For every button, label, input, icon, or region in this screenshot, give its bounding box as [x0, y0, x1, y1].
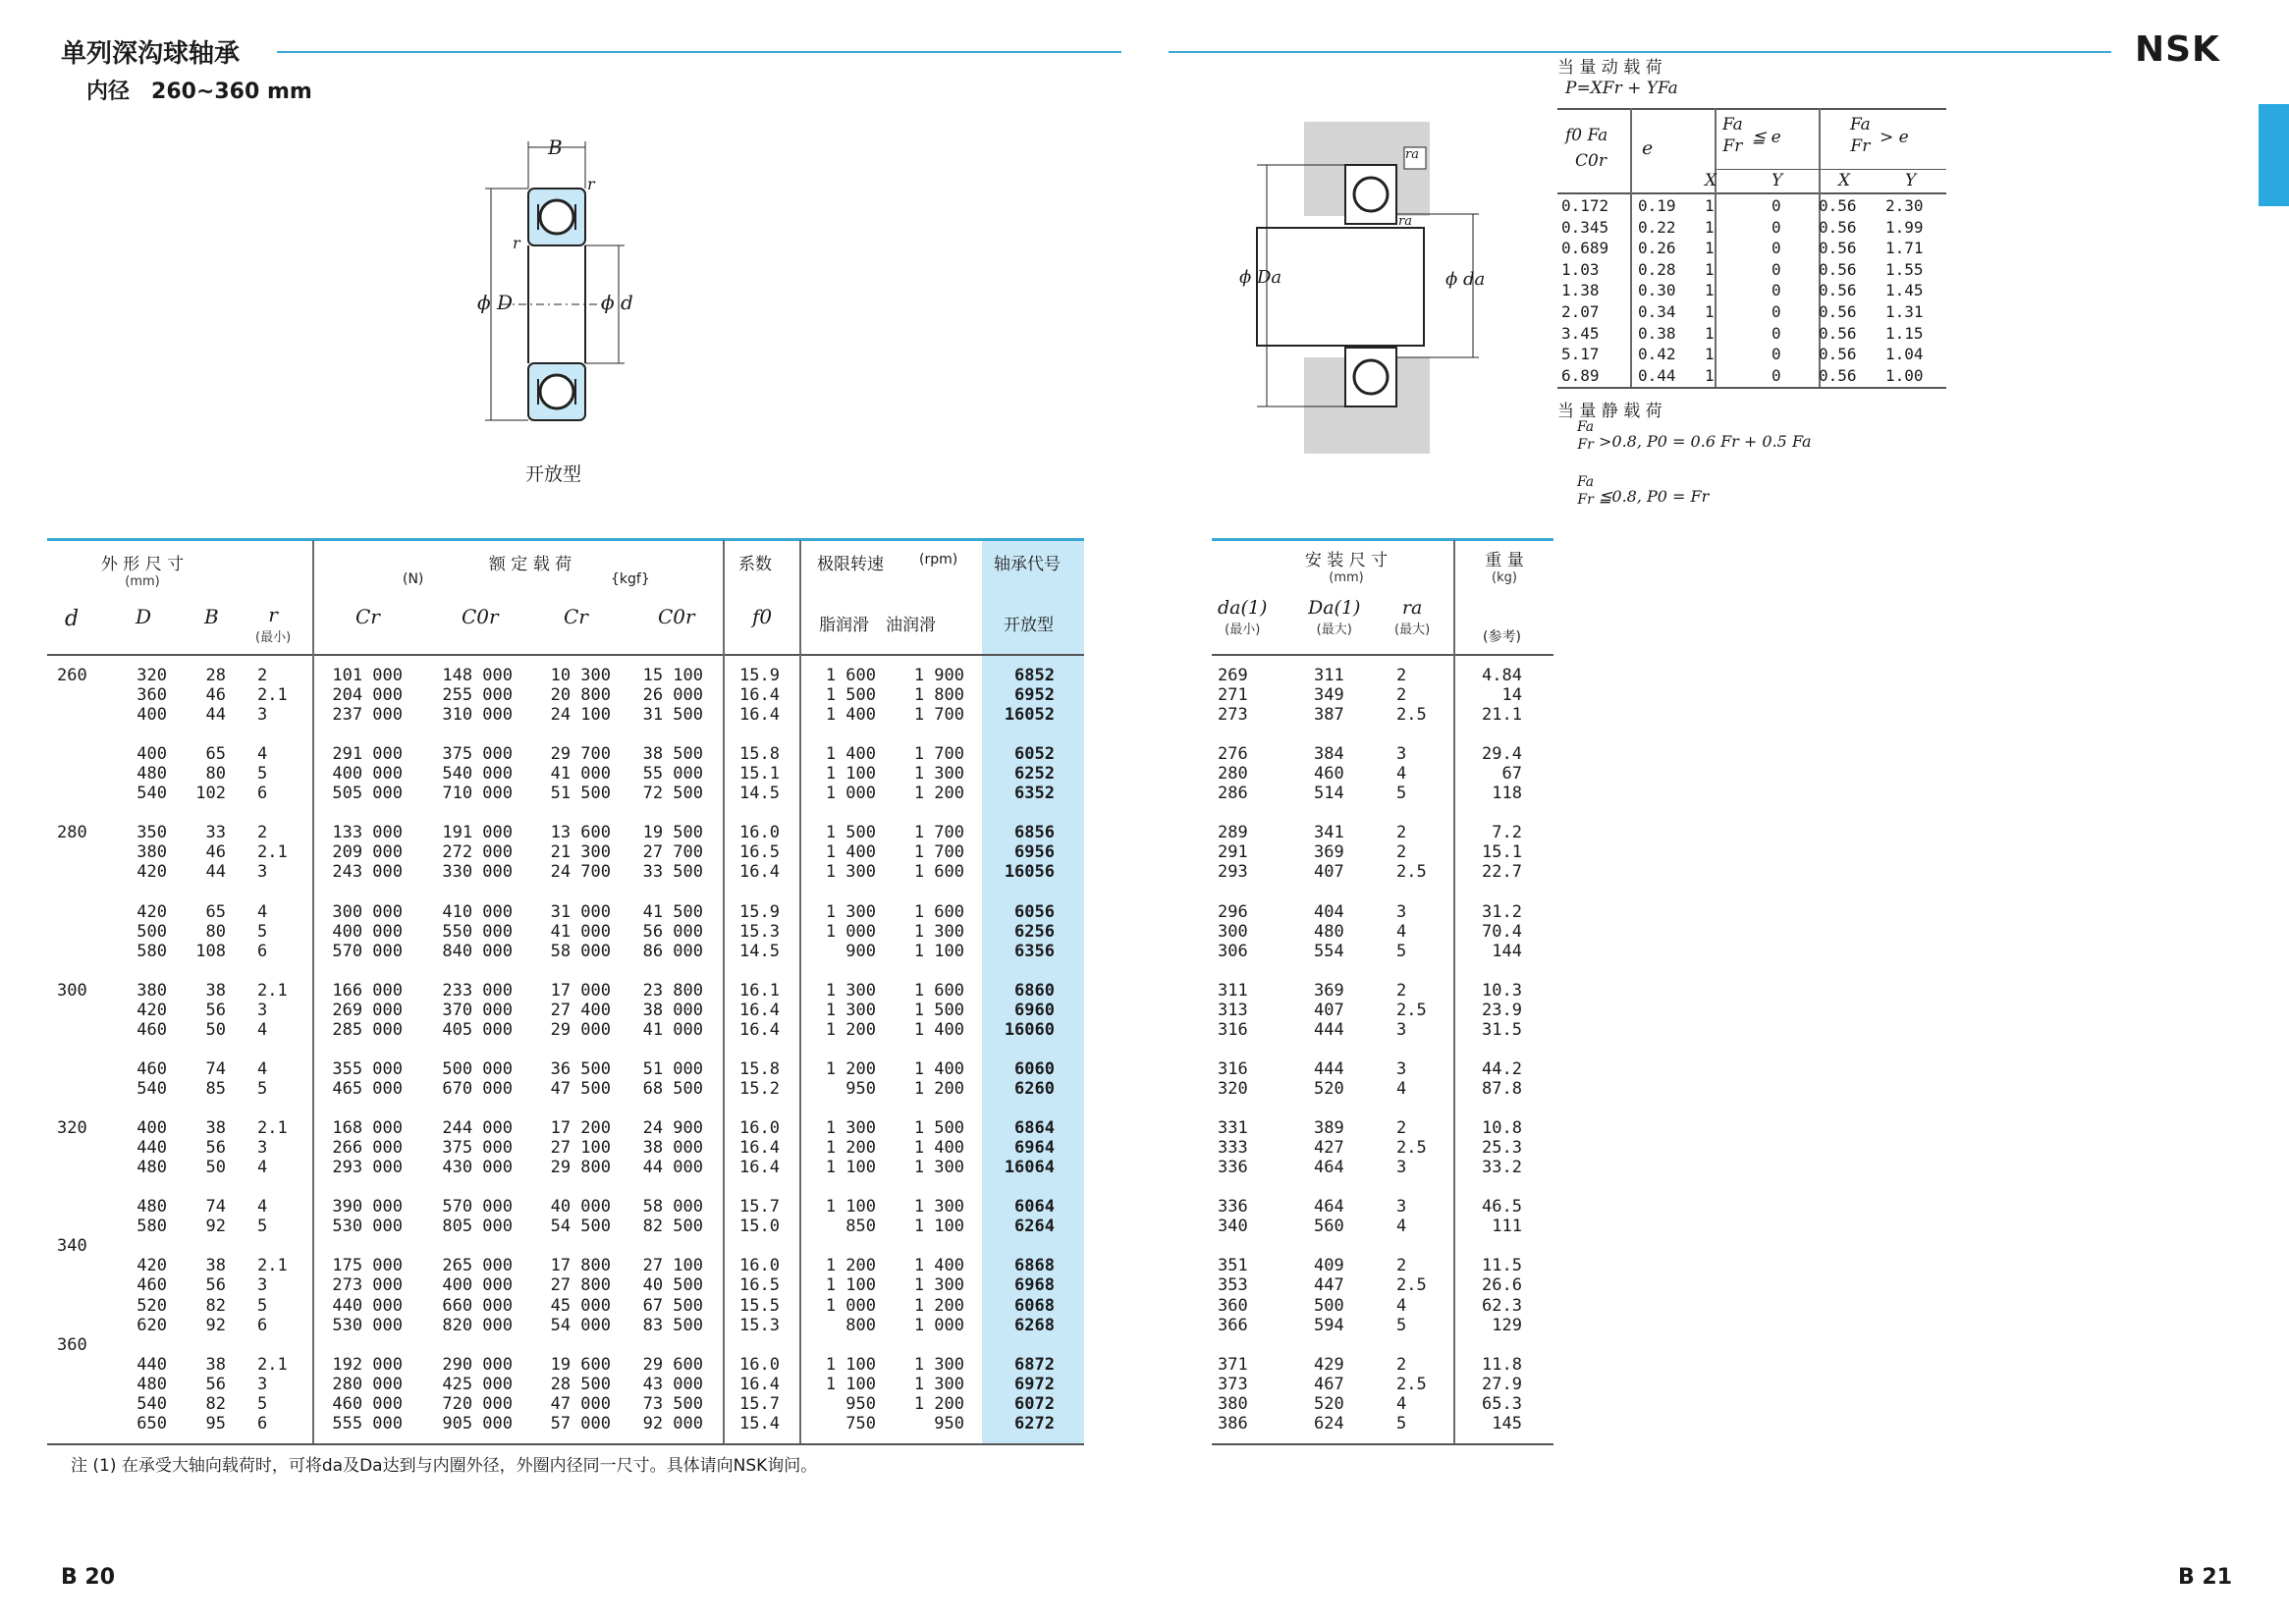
eq-cell: 0 — [1771, 239, 1781, 258]
eq-cell: 2.30 — [1885, 196, 1924, 215]
eq-col-e: e — [1642, 137, 1654, 159]
lt-h-cr: Cr — [355, 605, 380, 628]
col-oil: 1 900 1 800 1 700 1 700 1 300 1 200 1 700 1 700 1 600 1 600 1 300 1 100 1 600 1 500 1 400 1 400 1 200 1 500 1 400 1 300 1 300 1 100 1 400 1 300 1 200 1 000 1 300 1 300 1 200 950 — [913, 666, 964, 1434]
eq-cell: 1 — [1705, 239, 1715, 258]
eq-v1 — [1630, 108, 1632, 387]
rt-h-weight-label: 重 量 — [1485, 551, 1524, 570]
col-d: 260 280 300 320 340 360 — [57, 666, 87, 1355]
lt-h-oil: 油润滑 — [886, 616, 936, 635]
lt-v3 — [799, 540, 801, 1443]
eq-cell: 0.44 — [1638, 365, 1676, 385]
lt-h-grease: 脂润滑 — [819, 616, 869, 635]
eq-le-den: Fr — [1722, 136, 1743, 156]
subtitle-range: 260~360 mm — [151, 80, 312, 104]
eq-cell: 0.34 — [1638, 302, 1676, 321]
bearing-diagram — [462, 128, 658, 442]
eq-cell: 6.89 — [1561, 365, 1600, 385]
eq-cell: 5.17 — [1561, 345, 1600, 364]
static-frac2-den: Fr — [1577, 492, 1594, 508]
rt-h-mount-label: 安 装 尺 寸 — [1304, 551, 1389, 570]
rt-h-Da-sub: (最大) — [1316, 623, 1352, 637]
rt-h-Da-label: Da(1) — [1308, 597, 1361, 619]
label-ra-mid: ra — [1398, 214, 1412, 229]
label-ra-top: ra — [1405, 147, 1419, 162]
eq-cell: 1.15 — [1885, 323, 1924, 343]
lt-h-d: d — [65, 607, 80, 631]
eq-cell: 1.45 — [1885, 281, 1924, 300]
lt-h-dims-label: 外 形 尺 寸 — [100, 555, 185, 574]
page-subtitle — [86, 75, 312, 105]
dynamic-load-formula: P=XFr + YFa — [1565, 79, 1678, 98]
rt-h-ref: (参考) — [1483, 629, 1521, 645]
eq-cell: 0 — [1771, 345, 1781, 364]
eq-col-le: ≦ e — [1752, 128, 1781, 147]
eq-cell: 1.04 — [1885, 345, 1924, 364]
lt-h-r-label: r — [268, 603, 278, 626]
eq-cell: 0.19 — [1638, 196, 1676, 215]
eq-cell: 0.56 — [1819, 345, 1857, 364]
eq-cell: 0.345 — [1561, 217, 1609, 237]
lt-h-load: 额 定 载 荷 — [488, 555, 572, 574]
eq-cell: 0.56 — [1819, 323, 1857, 343]
eq-cell: 3.45 — [1561, 323, 1600, 343]
label-da: ϕ da — [1445, 269, 1486, 290]
static-frac1-num: Fa — [1577, 419, 1595, 435]
footnote: 注 (1) 在承受大轴向载荷时，可将da及Da达到与内圈外径，外圈内径同一尺寸。具体请向NSK询问。 — [71, 1456, 818, 1476]
lt-h-r-sub: (最小) — [255, 630, 292, 645]
eq-cell: 1.03 — [1561, 259, 1600, 279]
eq-col-f0: f0 Fa — [1565, 126, 1608, 145]
eq-cell: 1.31 — [1885, 302, 1924, 321]
eq-gt-den: Fr — [1850, 136, 1871, 156]
eq-y1: Y — [1771, 171, 1783, 190]
rt-h-ra-label: ra — [1401, 597, 1423, 619]
lt-h-speed-unit: (rpm) — [919, 552, 958, 568]
eq-v2 — [1715, 108, 1717, 387]
rt-h-mount-unit: (mm) — [1329, 570, 1364, 585]
eq-cell: 1.00 — [1885, 365, 1924, 385]
eq-cell: 0.28 — [1638, 259, 1676, 279]
eq-col-gt-frac — [1850, 114, 1871, 157]
eq-y2: Y — [1905, 171, 1917, 190]
page-title: 单列深沟球轴承 — [61, 39, 241, 69]
static-formula-1: >0.8, P0 = 0.6 Fr + 0.5 Fa — [1599, 432, 1812, 451]
eq-cell: 1 — [1705, 217, 1715, 237]
eq-cell: 0 — [1771, 196, 1781, 215]
eq-cell: 0.689 — [1561, 239, 1609, 258]
lt-h-load-kgf: {kgf} — [611, 571, 650, 587]
rt-h-weight-unit: (kg) — [1492, 570, 1517, 585]
rt-h-da — [1218, 597, 1267, 637]
col-da: 269 271 273 276 280 286 289 291 293 296 300 306 311 313 316 316 320 331 333 336 336 340 351 353 360 366 371 373 380 386 — [1218, 666, 1248, 1434]
col-grease: 1 600 1 500 1 400 1 400 1 100 1 000 1 500 1 400 1 300 1 300 1 000 900 1 300 1 300 1 200 1 200 950 1 300 1 200 1 100 1 100 850 1 200 1 100 1 000 800 1 100 1 100 950 750 — [825, 666, 876, 1434]
col-c0rk: 15 100 26 000 31 500 38 500 55 000 72 500 19 500 27 700 33 500 41 500 56 000 86 000 23 800 38 000 41 000 51 000 68 500 24 900 38 000 44 000 58 000 82 500 27 100 40 500 67 500 83 500 29 600 43 000 73 500 92 000 — [642, 666, 703, 1434]
eq-cell: 0.56 — [1819, 259, 1857, 279]
eq-x1: X — [1705, 171, 1717, 190]
lt-v1 — [312, 540, 314, 1443]
static-frac1 — [1577, 418, 1594, 454]
eq-cell: 0.42 — [1638, 345, 1676, 364]
col-f0: 15.9 16.4 16.4 15.8 15.1 14.5 16.0 16.5 16.4 15.9 15.3 14.5 16.1 16.4 16.4 15.8 15.2 16.0 16.4 16.4 15.7 15.0 16.0 16.5 15.5 15.3 16.0 16.4 15.7 15.4 — [739, 666, 780, 1434]
eq-cell: 0.56 — [1819, 217, 1857, 237]
eq-cell: 1 — [1705, 323, 1715, 343]
rt-h-weight — [1475, 546, 1534, 585]
eq-cell: 0 — [1771, 323, 1781, 343]
eq-col-gt: > e — [1880, 128, 1909, 147]
eq-col-le-frac — [1722, 114, 1743, 157]
lt-h-dims-unit: (mm) — [125, 574, 160, 589]
col-ra: 2 2 2.5 3 4 5 2 2 2.5 3 4 5 2 2.5 3 3 4 2 2.5 3 3 4 2 2.5 4 5 2 2.5 4 5 — [1396, 666, 1427, 1434]
dynamic-load-title: 当 量 动 载 荷 — [1557, 58, 1662, 78]
rt-h-Da — [1308, 597, 1360, 637]
eq-rule-bottom — [1557, 387, 1946, 389]
lt-h-code: 轴承代号 — [994, 555, 1061, 574]
eq-le-num: Fa — [1722, 115, 1743, 135]
eq-cell: 1 — [1705, 259, 1715, 279]
diagram-caption: 开放型 — [525, 463, 582, 485]
eq-cell: 0 — [1771, 259, 1781, 279]
rt-h-ra — [1394, 597, 1430, 637]
eq-rule-top — [1557, 108, 1946, 110]
eq-cell: 1.99 — [1885, 217, 1924, 237]
col-code: 6852 6952 16052 6052 6252 6352 6856 6956 16056 6056 6256 6356 6860 6960 16060 6060 6260 6864 6964 16064 6064 6264 6868 6968 6068 6268 6872 6972 6072 6272 — [1004, 666, 1055, 1434]
lt-v2 — [723, 540, 725, 1443]
lt-h-dims — [69, 550, 216, 589]
static-frac2 — [1577, 473, 1594, 509]
lt-h-coef: 系数 — [738, 555, 772, 574]
rt-h-da-label: da(1) — [1218, 597, 1268, 619]
static-frac1-den: Fr — [1577, 437, 1594, 453]
eq-cell: 1.71 — [1885, 239, 1924, 258]
section-tab — [2259, 104, 2289, 206]
label-D: ϕ D — [477, 291, 514, 314]
header-rule-left — [277, 51, 1121, 53]
col-cr: 101 000 204 000 237 000 291 000 400 000 505 000 133 000 209 000 243 000 300 000 400 000 570 000 166 000 269 000 285 000 355 000 465 000 168 000 266 000 293 000 390 000 530 000 175 000 273 000 440 000 530 000 192 000 280 000 460 000 555 000 — [332, 666, 403, 1434]
brand-logo: NSK — [2135, 29, 2220, 70]
lt-h-open: 开放型 — [1004, 616, 1054, 635]
col-B: 28 46 44 65 80 102 33 46 44 65 80 108 38 56 50 74 85 38 56 50 74 92 38 56 82 92 38 56 82 95 — [195, 666, 226, 1434]
mounting-diagram — [1247, 118, 1493, 461]
lt-rule-header — [47, 654, 1084, 656]
eq-cell: 0 — [1771, 302, 1781, 321]
rt-h-da-sub: (最小) — [1225, 623, 1261, 637]
eq-gt-num: Fa — [1850, 115, 1871, 135]
static-formula-2: ≦0.8, P0 = Fr — [1599, 487, 1710, 506]
rt-h-ra-sub: (最大) — [1394, 623, 1431, 637]
eq-cell: 2.07 — [1561, 302, 1600, 321]
rt-v1 — [1453, 540, 1455, 1443]
eq-cell: 1.55 — [1885, 259, 1924, 279]
lt-rule-bottom — [47, 1443, 1084, 1445]
subtitle-label: 内径 — [86, 80, 131, 104]
eq-cell: 0.26 — [1638, 239, 1676, 258]
lt-h-speed: 极限转速 — [817, 555, 884, 574]
eq-cell: 0 — [1771, 365, 1781, 385]
col-D: 320 360 400 400 480 540 350 380 420 420 500 580 380 420 460 460 540 400 440 480 480 580 420 460 520 620 440 480 540 650 — [136, 666, 167, 1434]
lt-h-cr2: Cr — [564, 605, 588, 628]
eq-rule-xy — [1715, 169, 1946, 170]
eq-cell: 1 — [1705, 196, 1715, 215]
eq-rule-header — [1557, 192, 1946, 194]
rt-h-mount — [1292, 546, 1400, 585]
lt-h-r — [255, 603, 291, 645]
eq-cell: 0.56 — [1819, 239, 1857, 258]
page-number-right: B 21 — [2178, 1565, 2233, 1590]
label-B: B — [548, 135, 563, 159]
eq-cell: 0.30 — [1638, 281, 1676, 300]
lt-h-B: B — [204, 605, 219, 628]
eq-cell: 1 — [1705, 281, 1715, 300]
eq-cell: 0.56 — [1819, 365, 1857, 385]
label-r-side: r — [513, 234, 520, 252]
rt-rule-top — [1212, 538, 1553, 541]
eq-cell: 0 — [1771, 281, 1781, 300]
eq-cell: 0.56 — [1819, 302, 1857, 321]
label-d: ϕ d — [601, 291, 633, 314]
eq-cell: 0.38 — [1638, 323, 1676, 343]
static-frac2-num: Fa — [1577, 474, 1595, 490]
lt-h-load-n: (N) — [403, 571, 424, 587]
eq-col-f0-den: C0r — [1575, 151, 1607, 171]
col-crk: 10 300 20 800 24 100 29 700 41 000 51 500 13 600 21 300 24 700 31 000 41 000 58 000 17 000 27 400 29 000 36 500 47 500 17 200 27 100 29 800 40 000 54 500 17 800 27 800 45 000 54 000 19 600 28 500 47 000 57 000 — [550, 666, 611, 1434]
eq-cell: 1 — [1705, 345, 1715, 364]
label-r-top: r — [587, 175, 595, 193]
lt-h-f0: f0 — [752, 605, 773, 628]
eq-cell: 1 — [1705, 302, 1715, 321]
label-Da: ϕ Da — [1239, 267, 1282, 288]
lt-h-c0r: C0r — [462, 605, 499, 628]
eq-cell: 0.22 — [1638, 217, 1676, 237]
rt-rule-header — [1212, 654, 1553, 656]
col-Da: 311 349 387 384 460 514 341 369 407 404 480 554 369 407 444 444 520 389 427 464 464 560 409 447 500 594 429 467 520 624 — [1314, 666, 1344, 1434]
col-w: 4.84 14 21.1 29.4 67 118 7.2 15.1 22.7 31.2 70.4 144 10.3 23.9 31.5 44.2 87.8 10.8 25.3 33.2 46.5 111 11.5 26.6 62.3 129 11.8 27.9 65.3 145 — [1482, 666, 1522, 1434]
eq-cell: 1.38 — [1561, 281, 1600, 300]
lt-h-D: D — [136, 605, 152, 628]
lt-h-c0r2: C0r — [658, 605, 695, 628]
page-number-left: B 20 — [61, 1565, 116, 1590]
col-r: 2 2.1 3 4 5 6 2 2.1 3 4 5 6 2.1 3 4 4 5 2.1 3 4 4 5 2.1 3 5 6 2.1 3 5 6 — [257, 666, 288, 1434]
eq-cell: 0.172 — [1561, 196, 1609, 215]
eq-cell: 0.56 — [1819, 281, 1857, 300]
eq-cell: 1 — [1705, 365, 1715, 385]
eq-cell: 0.56 — [1819, 196, 1857, 215]
static-load-title: 当 量 静 载 荷 — [1557, 402, 1662, 421]
eq-cell: 0 — [1771, 217, 1781, 237]
eq-x2: X — [1838, 171, 1851, 190]
rt-rule-bottom — [1212, 1443, 1553, 1445]
col-c0r: 148 000 255 000 310 000 375 000 540 000 710 000 191 000 272 000 330 000 410 000 550 000 840 000 233 000 370 000 405 000 500 000 670 000 244 000 375 000 430 000 570 000 805 000 265 000 400 000 660 000 820 000 290 000 425 000 720 000 905 000 — [442, 666, 513, 1434]
lt-rule-top — [47, 538, 1084, 541]
